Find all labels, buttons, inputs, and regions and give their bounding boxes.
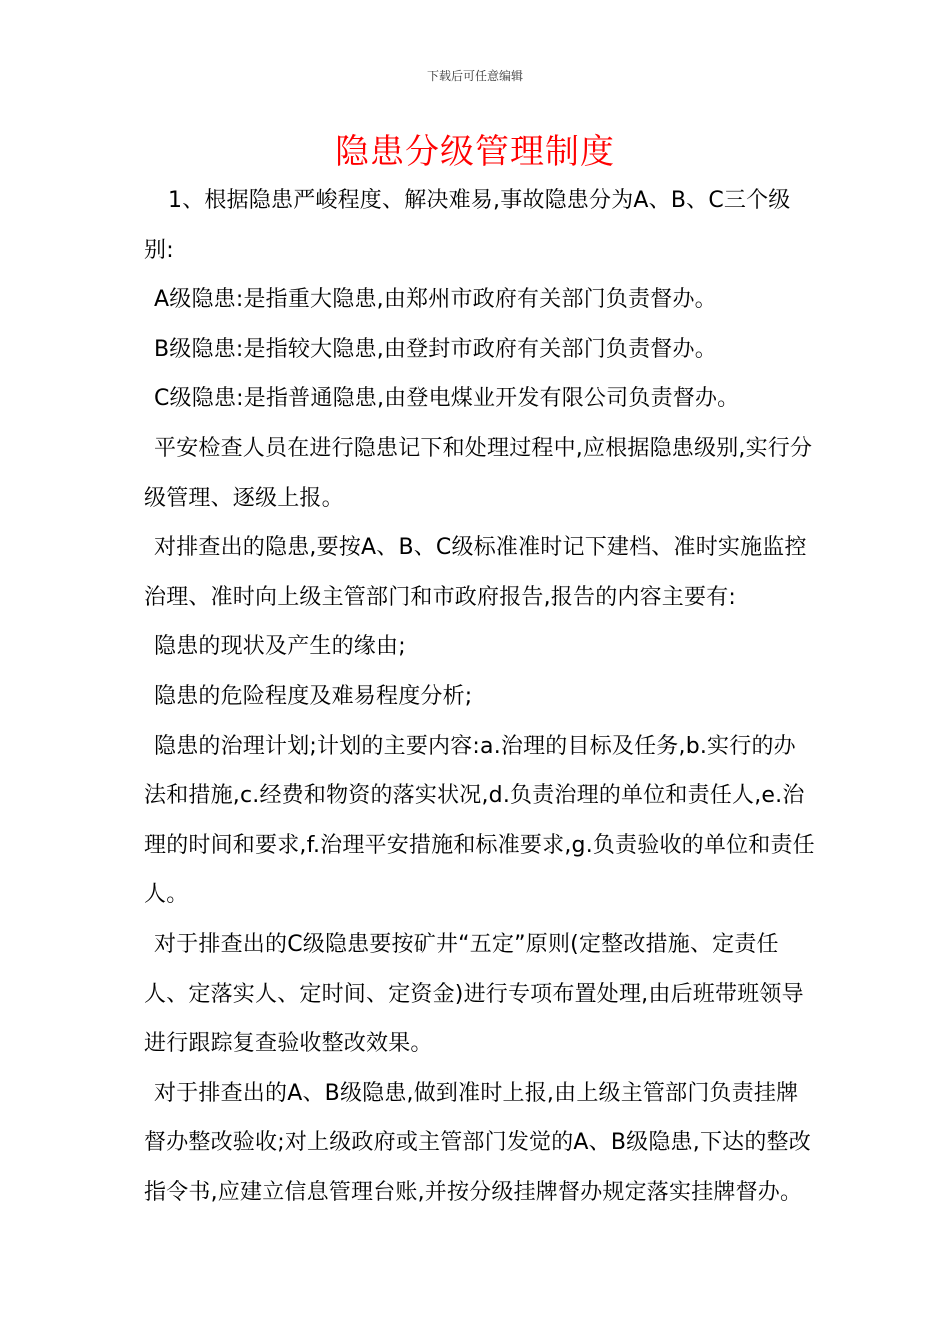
- paragraph-inspection: 平安检查人员在进行隐患记下和处理过程中,应根据隐患级别,实行分级管理、逐级上报。: [144, 435, 813, 511]
- paragraph-report-danger: 隐患的危险程度及难易程度分析;: [154, 683, 473, 709]
- paragraph-level-c: C级隐患:是指普通隐患,由登电煤业开发有限公司负责督办。: [154, 386, 740, 412]
- paragraph-level-c-handling: 对于排查出的C级隐患要按矿井“五定”原则(定整改措施、定责任人、定落实人、定时间、定资金)进行专项布置处理,由后班带班领导进行跟踪复查验收整改效果。: [144, 931, 804, 1057]
- paragraph-level-ab-handling: 对于排查出的A、B级隐患,做到准时上报,由上级主管部门负责挂牌督办整改验收;对上级政府或主管部门发觉的A、B级隐患,下达的整改指令书,应建立信息管理台账,并按分级挂牌督办规定落实挂牌督办。: [144, 1080, 811, 1205]
- paragraph-level-b: B级隐患:是指较大隐患,由登封市政府有关部门负责督办。: [154, 336, 717, 362]
- paragraph-level-a: A级隐患:是指重大隐患,由郑州市政府有关部门负责督办。: [154, 287, 717, 313]
- paragraph-report-status: 隐患的现状及产生的缘由;: [154, 634, 406, 660]
- paragraph-reporting: 对排查出的隐患,要按A、B、C级标准准时记下建档、准时实施监控治理、准时向上级主管部门和市政府报告,报告的内容主要有:: [144, 535, 807, 610]
- paragraph-classification: 1、根据隐患严峻程度、解决难易,事故隐患分为A、B、C三个级别:: [144, 188, 791, 263]
- paragraph-report-plan: 隐患的治理计划;计划的主要内容:a.治理的目标及任务,b.实行的办法和措施,c.经费和物资的落实状况,d.负责治理的单位和责任人,e.治理的时间和要求,f.治理平安措施和标准要求,g.负责验收的单位和责任人。: [144, 733, 815, 908]
- header-note: 下载后可任意编辑: [426, 69, 523, 83]
- document-body: [144, 176, 816, 1217]
- page-title: 隐患分级管理制度: [335, 132, 615, 172]
